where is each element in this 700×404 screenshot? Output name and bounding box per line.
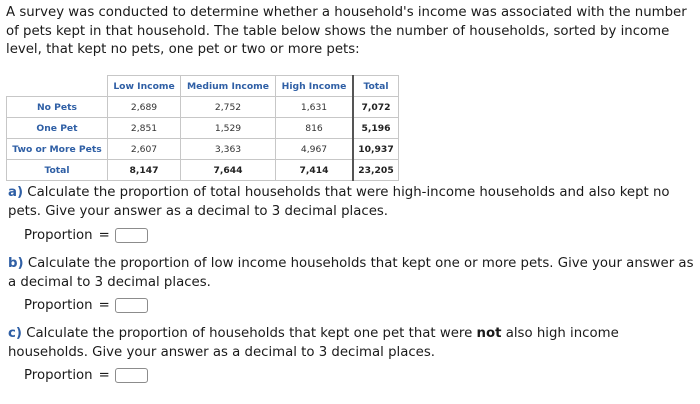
answer-row-c <box>24 368 148 383</box>
question-letter: b) <box>8 256 24 271</box>
answer-input-b[interactable] <box>115 298 148 313</box>
row-label-total: Total <box>7 160 108 181</box>
table-cell: 3,363 <box>181 139 276 160</box>
answer-label: Proportion <box>24 298 93 313</box>
table-cell: 2,689 <box>108 97 181 118</box>
table-row <box>7 97 399 118</box>
question-text: Calculate the proportion of total households that were high-income households and also kept no pets. Give your answer as a decimal to 3 decimal places. <box>8 185 670 219</box>
question-c <box>8 325 698 362</box>
table-row <box>7 139 399 160</box>
problem-intro: A survey was conducted to determine whether a household's income was associated with the number of pets kept in that household. The table below shows the number of households, sorted by income level, that kept no pets, one pet or two or more pets: <box>6 5 687 57</box>
table-header-row <box>7 76 399 97</box>
table-cell: 2,752 <box>181 97 276 118</box>
question-text: Calculate the proportion of low income households that kept one or more pets. Give your answer as a decimal to 3 decimal places. <box>8 256 694 290</box>
question-b <box>8 255 698 292</box>
table-cell: 2,607 <box>108 139 181 160</box>
question-emphasis: not <box>476 326 502 341</box>
table-cell-total: 5,196 <box>353 118 399 139</box>
question-text-before: Calculate the proportion of households that kept one pet that were <box>26 326 473 341</box>
answer-label: Proportion <box>24 228 93 243</box>
grand-total-cell: 23,205 <box>353 160 399 181</box>
answer-input-c[interactable] <box>115 368 148 383</box>
question-letter: a) <box>8 185 24 200</box>
corner-cell <box>7 76 108 97</box>
table-cell: 2,851 <box>108 118 181 139</box>
table-cell-total: 8,147 <box>108 160 181 181</box>
answer-label: Proportion <box>24 368 93 383</box>
table-cell: 816 <box>276 118 354 139</box>
table-cell-total: 7,414 <box>276 160 354 181</box>
table-cell: 1,631 <box>276 97 354 118</box>
question-a <box>8 184 698 221</box>
table-total-row <box>7 160 399 181</box>
table-cell: 4,967 <box>276 139 354 160</box>
table-row <box>7 118 399 139</box>
table-cell-total: 7,644 <box>181 160 276 181</box>
equals-sign: = <box>98 228 110 243</box>
header-high-income: High Income <box>276 76 354 97</box>
survey-table <box>6 75 399 181</box>
answer-row-b <box>24 298 148 313</box>
equals-sign: = <box>98 298 110 313</box>
table-cell-total: 7,072 <box>353 97 399 118</box>
header-total: Total <box>353 76 399 97</box>
answer-row-a <box>24 228 148 243</box>
answer-input-a[interactable] <box>115 228 148 243</box>
question-letter: c) <box>8 326 22 341</box>
header-medium-income: Medium Income <box>181 76 276 97</box>
row-label-no-pets: No Pets <box>7 97 108 118</box>
row-label-two-or-more-pets: Two or More Pets <box>7 139 108 160</box>
table-cell-total: 10,937 <box>353 139 399 160</box>
header-low-income: Low Income <box>108 76 181 97</box>
equals-sign: = <box>98 368 110 383</box>
table-cell: 1,529 <box>181 118 276 139</box>
question-text-after: also high income households. Give your answer as a decimal to 3 decimal places. <box>8 326 619 360</box>
row-label-one-pet: One Pet <box>7 118 108 139</box>
